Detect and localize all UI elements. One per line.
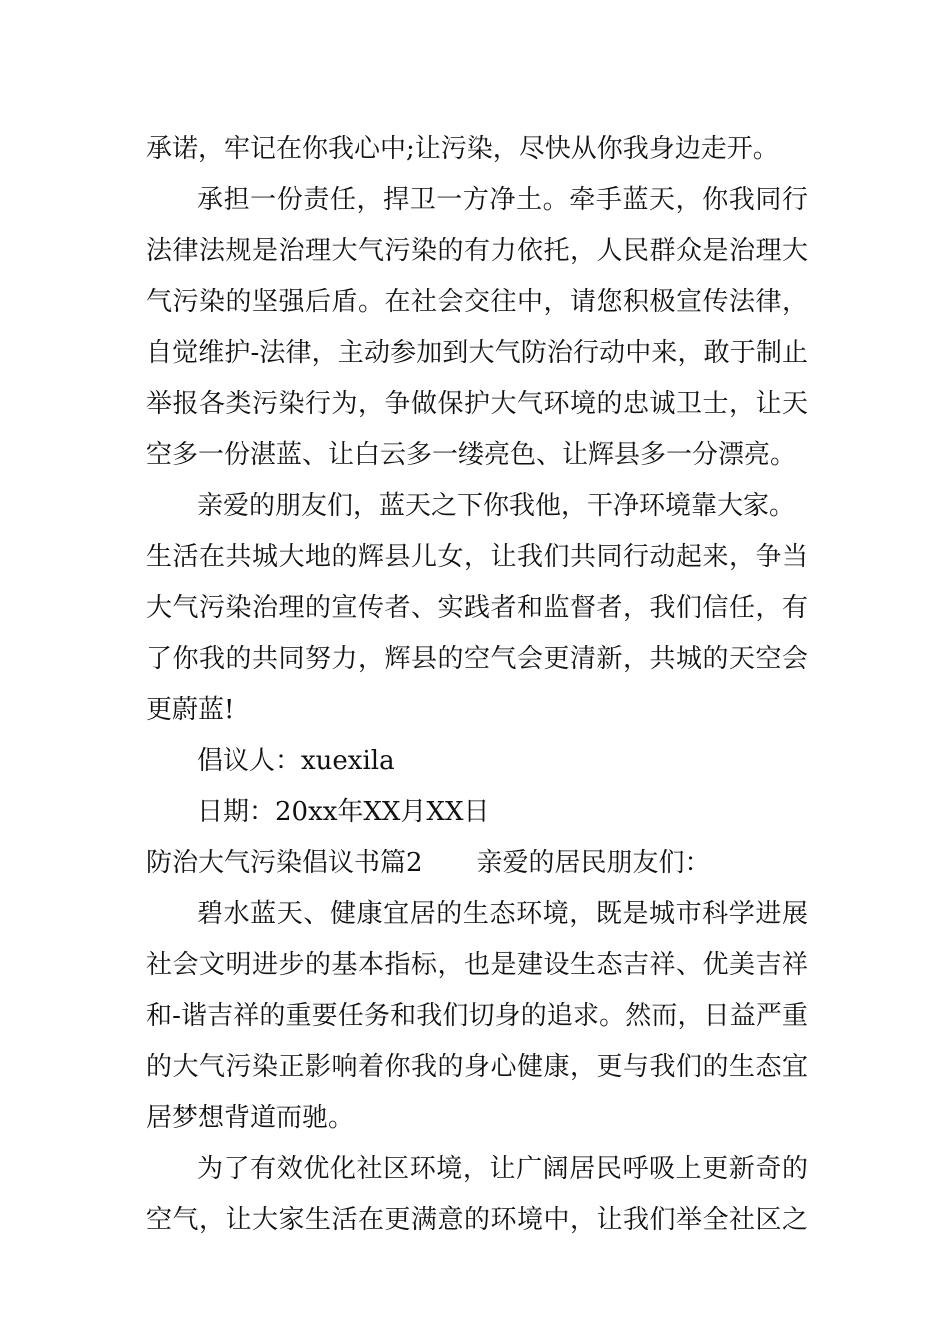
proposer-line: 倡议人：xuexila — [197, 746, 395, 776]
text-line: 气污染的坚强后盾。在社会交往中，请您积极宣传法律， — [146, 287, 808, 317]
text-line: 承诺，牢记在你我心中;让污染，尽快从你我身边走开。 — [146, 134, 779, 164]
section-heading-row — [146, 843, 808, 883]
text-line: 为了有效优化社区环境，让广阔居民呼吸上更新奇的 — [197, 1154, 808, 1184]
text-line: 亲爱的朋友们，蓝天之下你我他，干净环境靠大家。 — [197, 491, 796, 521]
text-line: 生活在共城大地的辉县儿女，让我们共同行动起来，争当 — [146, 542, 808, 572]
text-line: 自觉维护-法律，主动参加到大气防治行动中来，敢于制止 — [146, 338, 808, 368]
text-line: 空气，让大家生活在更满意的环境中，让我们举全社区之 — [146, 1205, 808, 1235]
date-line: 日期：20xx年XX月XX日 — [197, 797, 490, 827]
text-line: 社会文明进步的基本指标，也是建设生态吉祥、优美吉祥 — [146, 950, 808, 980]
section-title: 防治大气污染倡议书篇2 — [146, 848, 423, 878]
text-line: 法律法规是治理大气污染的有力依托，人民群众是治理大 — [146, 236, 808, 266]
salutation: 亲爱的居民朋友们： — [476, 848, 711, 878]
text-line: 举报各类污染行为，争做保护大气环境的忠诚卫士，让天 — [146, 389, 808, 419]
text-line: 居梦想背道而驰。 — [146, 1103, 355, 1133]
text-line: 和-谐吉祥的重要任务和我们切身的追求。然而，日益严重 — [146, 1001, 808, 1031]
text-line: 大气污染治理的宣传者、实践者和监督者，我们信任，有 — [146, 593, 808, 623]
text-line: 碧水蓝天、健康宜居的生态环境，既是城市科学进展 — [197, 899, 808, 929]
text-line: 了你我的共同努力，辉县的空气会更清新，共城的天空会 — [146, 644, 808, 674]
text-line: 承担一份责任，捍卫一方净土。牵手蓝天，你我同行 — [197, 185, 808, 215]
text-line: 的大气污染正影响着你我的身心健康，更与我们的生态宜 — [146, 1052, 808, 1082]
text-line: 更蔚蓝! — [146, 695, 235, 725]
text-line: 空多一份湛蓝、让白云多一缕亮色、让辉县多一分漂亮。 — [146, 440, 797, 470]
